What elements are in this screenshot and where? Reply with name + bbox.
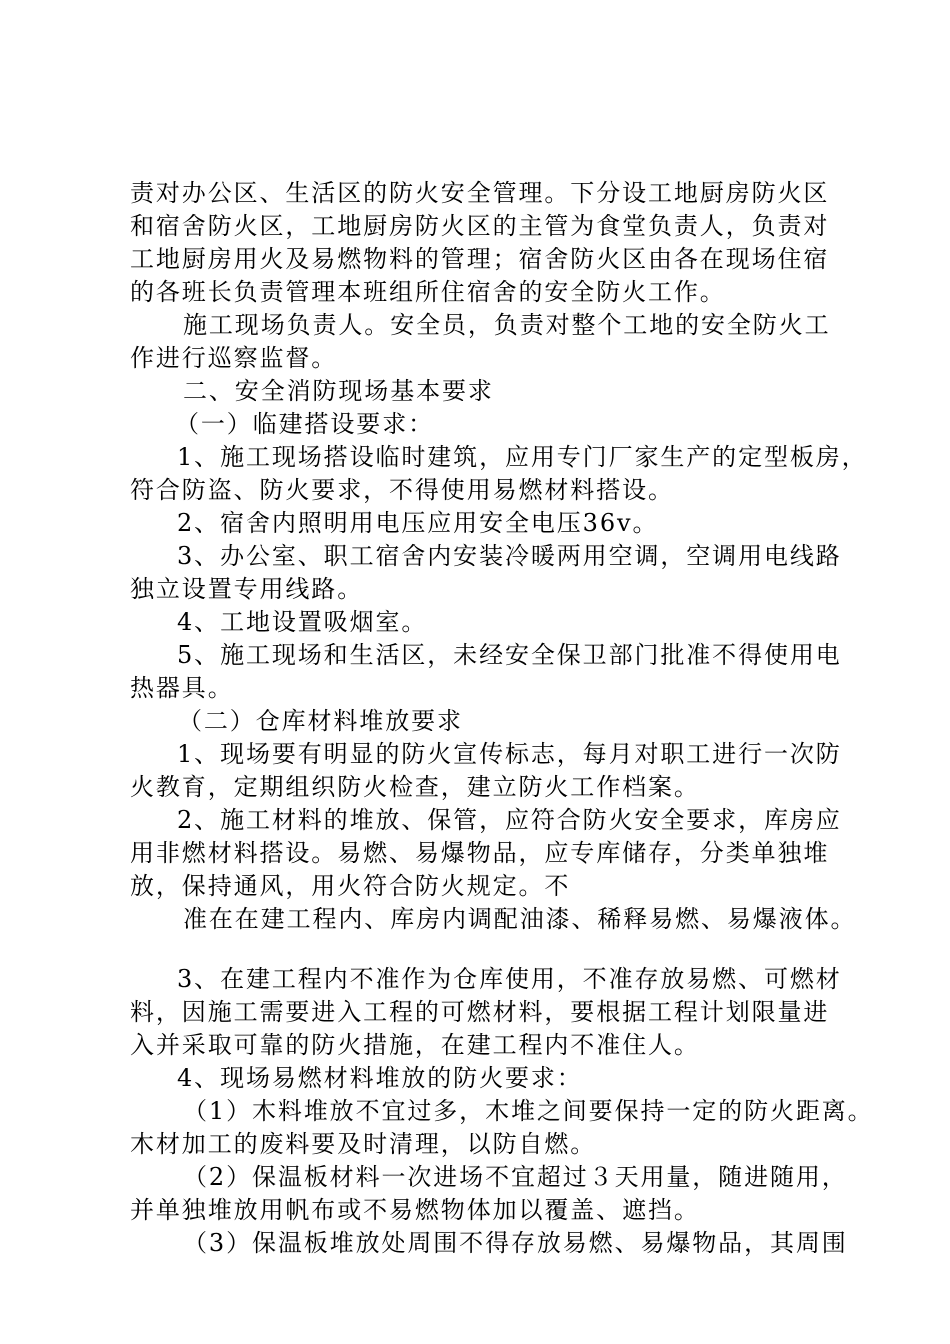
text-line: 准在在建工程内、库房内调配油漆、稀释易燃、易爆液体。 — [183, 905, 857, 933]
text-line: 用非燃材料搭设。易燃、易爆物品，应专库储存，分类单独堆 — [130, 839, 830, 867]
text-line: 符合防盗、防火要求，不得使用易燃材料搭设。 — [130, 476, 674, 504]
text-line: 4、工地设置吸烟室。 — [177, 608, 428, 636]
text-line: 3、在建工程内不准作为仓库使用，不准存放易燃、可燃材 — [177, 965, 842, 993]
text-line: 2、宿舍内照明用电压应用安全电压36v。 — [177, 509, 659, 537]
text-line: 独立设置专用线路。 — [130, 575, 364, 603]
text-line: 2、施工材料的堆放、保管，应符合防火安全要求，库房应 — [177, 806, 842, 834]
text-line: 木材加工的废料要及时清理，以防自燃。 — [130, 1130, 597, 1158]
text-line: 的各班长负责管理本班组所住宿舍的安全防火工作。 — [130, 278, 726, 306]
text-line: （3）保温板堆放处周围不得存放易燃、易爆物品，其周围 — [183, 1229, 848, 1257]
text-line: 1、现场要有明显的防火宣传标志，每月对职工进行一次防 — [177, 740, 842, 768]
text-line: 1、施工现场搭设临时建筑，应用专门厂家生产的定型板房， — [177, 443, 868, 471]
text-line: 料，因施工需要进入工程的可燃材料，要根据工程计划限量进 — [130, 998, 830, 1026]
text-line: 和宿舍防火区，工地厨房防火区的主管为食堂负责人，负责对 — [130, 212, 830, 240]
text-line: 3、办公室、职工宿舍内安装冷暖两用空调，空调用电线路 — [177, 542, 842, 570]
text-line: 热器具。 — [130, 674, 234, 702]
subsection-heading: （二）仓库材料堆放要求 — [178, 707, 463, 735]
text-line: 放，保持通风，用火符合防火规定。不 — [130, 872, 571, 900]
text-line: 施工现场负责人。安全员，负责对整个工地的安全防火工 — [183, 311, 831, 339]
text-line: 入并采取可靠的防火措施，在建工程内不准住人。 — [130, 1031, 700, 1059]
subsection-heading: （一）临建搭设要求： — [175, 410, 434, 438]
text-line: 责对办公区、生活区的防火安全管理。下分设工地厨房防火区 — [130, 179, 830, 207]
section-heading: 二、安全消防现场基本要求 — [183, 377, 494, 405]
text-line: 4、现场易燃材料堆放的防火要求： — [177, 1064, 583, 1092]
text-line: 5、施工现场和生活区，未经安全保卫部门批准不得使用电 — [177, 641, 842, 669]
text-line: （2）保温板材料一次进场不宜超过３天用量，随进随用， — [183, 1163, 848, 1191]
text-line: （1）木料堆放不宜过多，木堆之间要保持一定的防火距离。 — [183, 1097, 874, 1125]
text-line: 工地厨房用火及易燃物料的管理；宿舍防火区由各在现场住宿 — [130, 245, 830, 273]
text-line: 并单独堆放用帆布或不易燃物体加以覆盖、遮挡。 — [130, 1196, 700, 1224]
text-line: 作进行巡察监督。 — [130, 344, 338, 372]
text-line: 火教育，定期组织防火检查，建立防火工作档案。 — [130, 773, 700, 801]
